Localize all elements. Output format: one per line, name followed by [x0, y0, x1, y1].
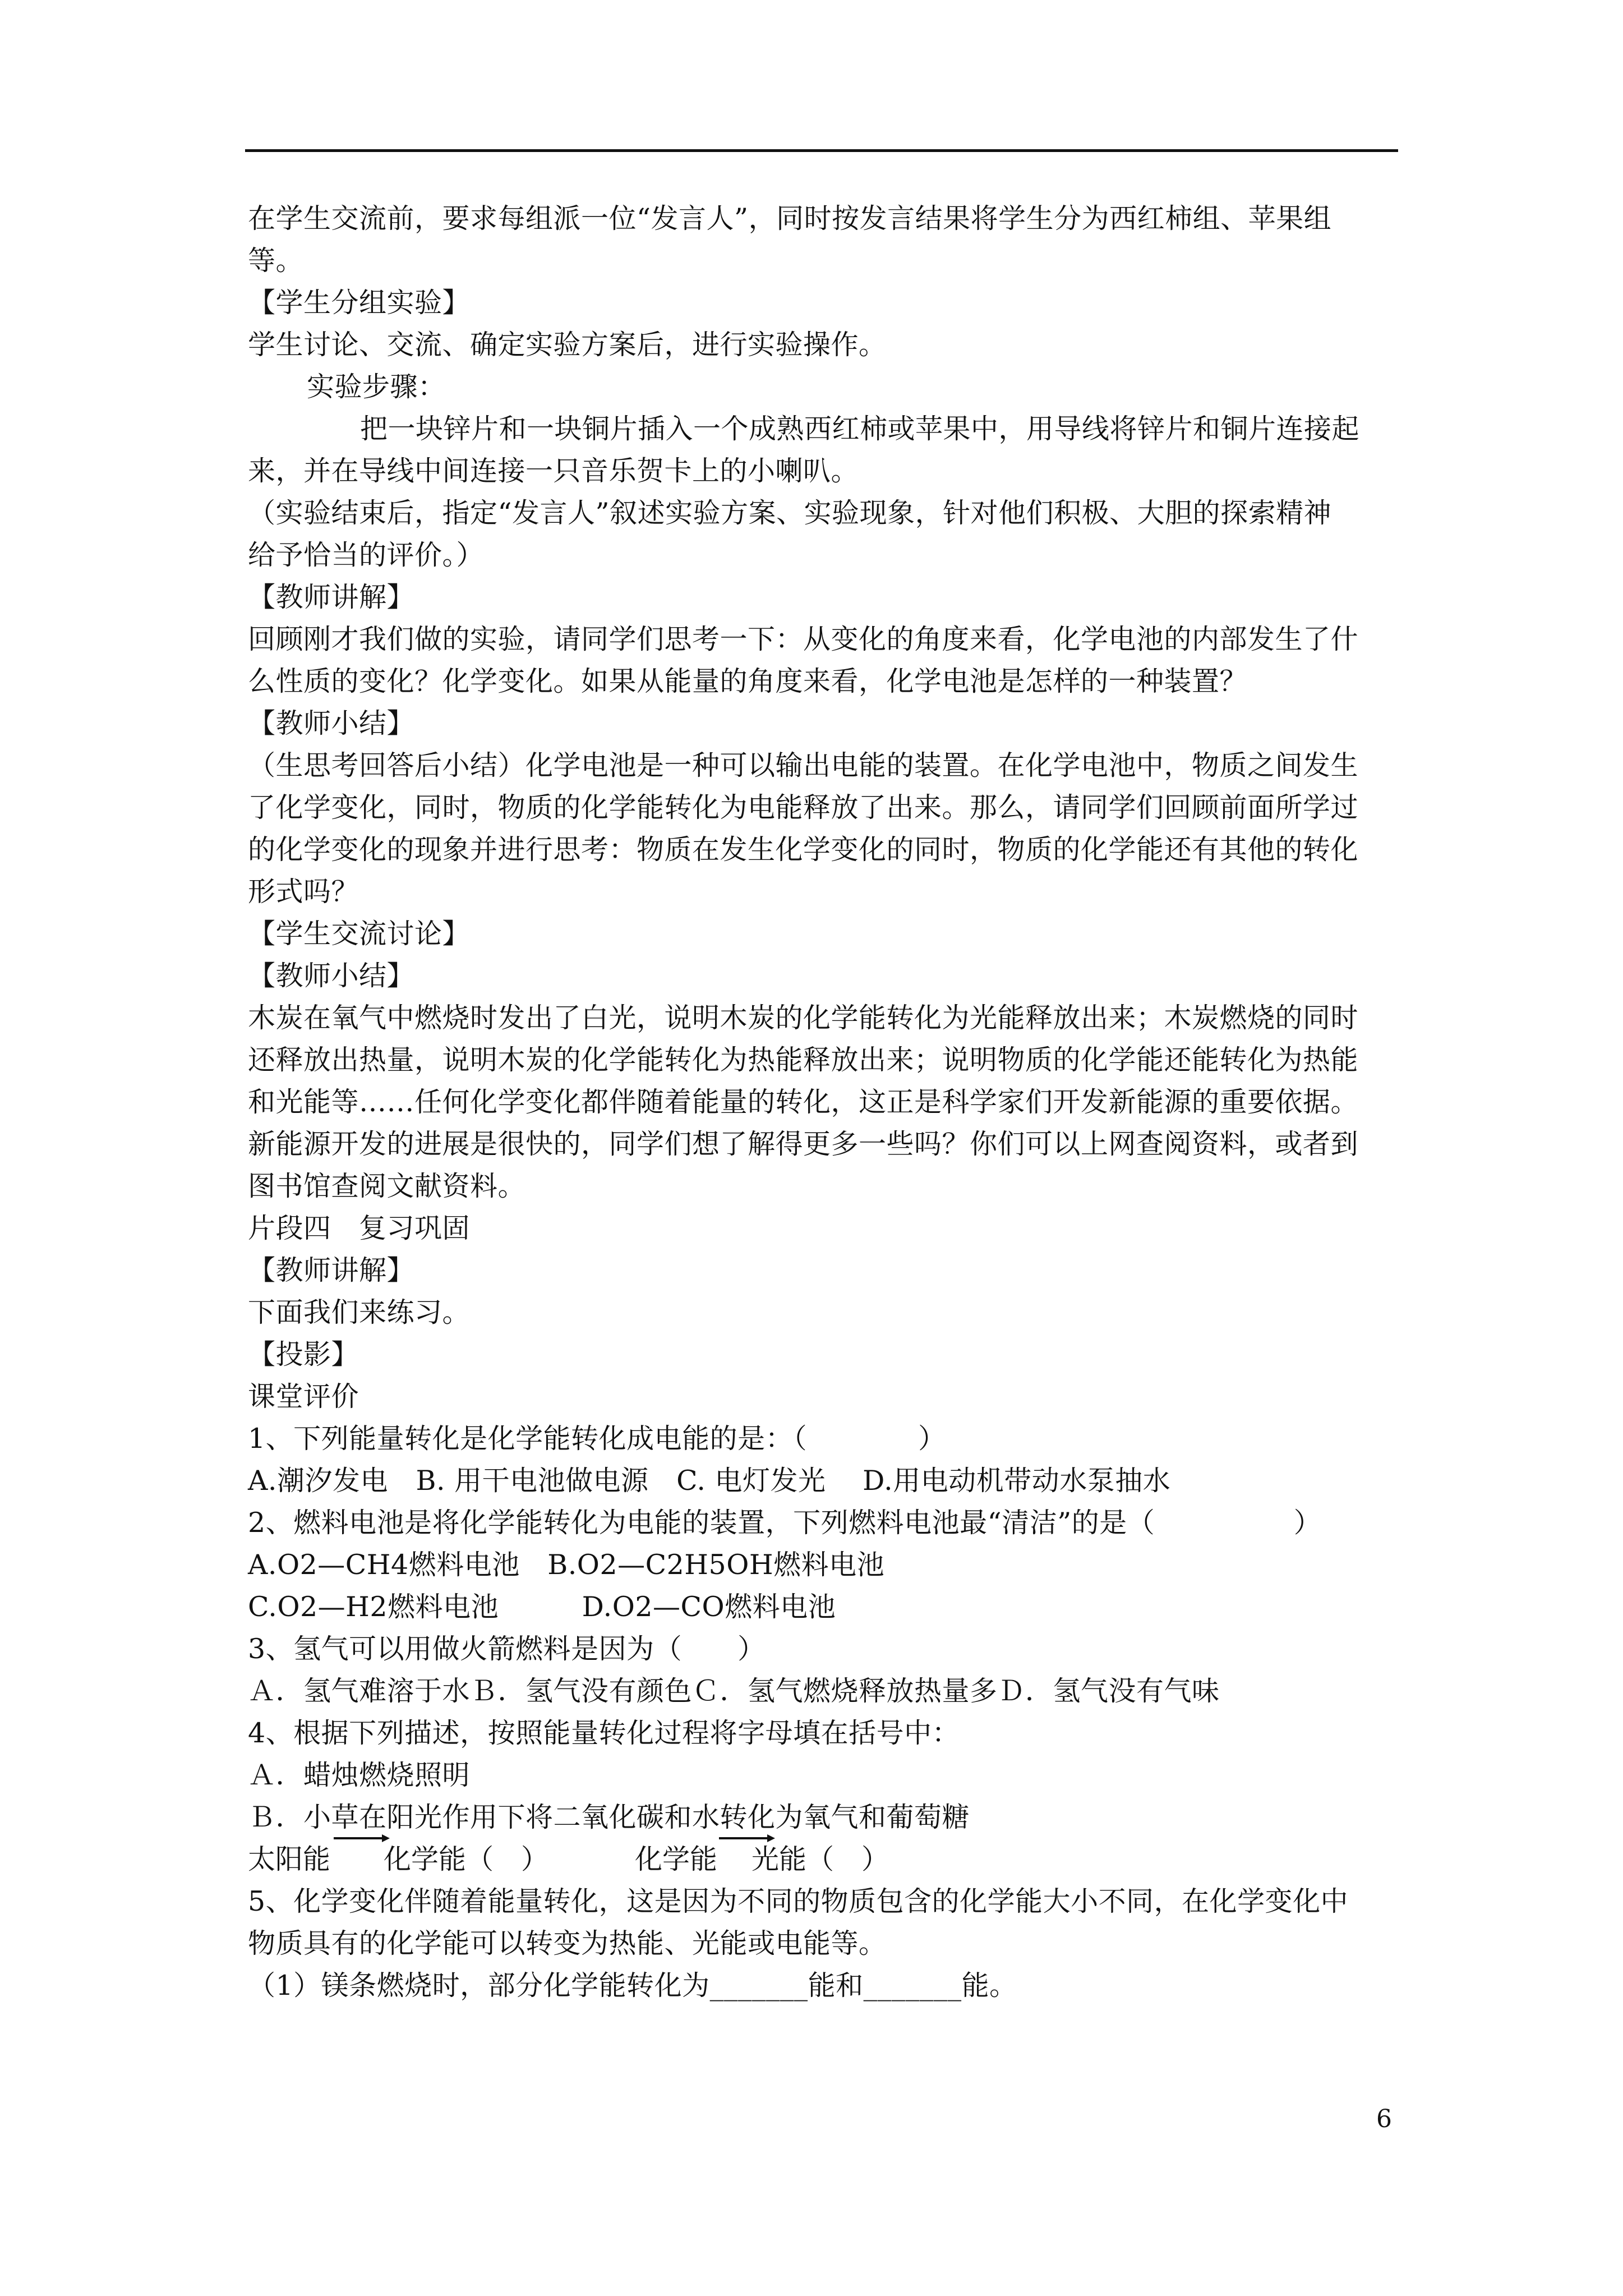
section-heading: 【学生交流讨论】 [248, 918, 471, 950]
text-line: 下面我们来练习。 [248, 1296, 471, 1328]
text-line: 来，并在导线中间连接一只音乐贺卡上的小喇叭。 [248, 455, 859, 487]
energy-chain-row [248, 1838, 1403, 1880]
energy-chain-start: 太阳能 [248, 1843, 331, 1875]
text-line: 图书馆查阅文献资料。 [248, 1170, 526, 1202]
text-line: 么性质的变化？化学变化。如果从能量的角度来看，化学电池是怎样的一种装置？ [248, 665, 1248, 697]
question-2: 2、燃料电池是将化学能转化为电能的装置，下列燃料电池最“清洁”的是（ ） [248, 1507, 1322, 1539]
text-line: 的化学变化的现象并进行思考：物质在发生化学变化的同时，物质的化学能还有其他的转化 [248, 834, 1359, 866]
question-5: 5、化学变化伴随着能量转化，这是因为不同的物质包含的化学能大小不同，在化学变化中 [248, 1885, 1349, 1917]
page-number: 6 [1376, 2105, 1392, 2133]
question-5: 物质具有的化学能可以转变为热能、光能或电能等。 [248, 1927, 887, 1959]
header-rule [245, 149, 1398, 152]
question-2-options: C.O2—H2燃料电池 D.O2—CO燃料电池 [248, 1591, 836, 1623]
text-line: 木炭在氧气中燃烧时发出了白光，说明木炭的化学能转化为光能释放出来；木炭燃烧的同时 [248, 1002, 1359, 1034]
right-arrow-icon [334, 1833, 390, 1844]
energy-chain-end: 光能（ ） [751, 1843, 889, 1875]
text-line: 和光能等……任何化学变化都伴随着能量的转化，这正是科学家们开发新能源的重要依据。 [248, 1086, 1359, 1118]
section-heading: 【投影】 [248, 1338, 359, 1370]
question-1-options: A.潮汐发电 B. 用干电池做电源 C. 电灯发光 D.用电动机带动水泵抽水 [248, 1465, 1171, 1497]
text-line: 课堂评价 [248, 1381, 359, 1412]
text-line: （生思考回答后小结）化学电池是一种可以输出电能的装置。在化学电池中，物质之间发生 [248, 749, 1359, 781]
document-body [248, 197, 1403, 2007]
text-line: 形式吗？ [248, 876, 359, 908]
question-4-item-a: Ａ．蜡烛燃烧照明 [248, 1759, 471, 1791]
text-line: 学生讨论、交流、确定实验方案后，进行实验操作。 [248, 329, 887, 361]
question-3-options: Ａ．氢气难溶于水Ｂ．氢气没有颜色Ｃ．氢气燃烧释放热量多Ｄ．氢气没有气味 [248, 1675, 1220, 1707]
question-3: 3、氢气可以用做火箭燃料是因为（ ） [248, 1633, 766, 1665]
question-5-part-1: （1）镁条燃烧时，部分化学能转化为_______能和_______能。 [248, 1970, 1017, 2001]
text-line: 把一块锌片和一块铜片插入一个成熟西红柿或苹果中，用导线将锌片和铜片连接起 [360, 413, 1360, 445]
question-4-item-b: Ｂ．小草在阳光作用下将二氧化碳和水转化为氧气和葡萄糖 [248, 1801, 970, 1833]
question-1: 1、下列能量转化是化学能转化成电能的是：（ ） [248, 1423, 946, 1455]
section-heading: 片段四 复习巩固 [248, 1212, 471, 1244]
energy-chain-second-start: 化学能 [635, 1843, 718, 1875]
section-heading: 【教师讲解】 [248, 1254, 415, 1286]
question-4: 4、根据下列描述，按照能量转化过程将字母填在括号中： [248, 1717, 960, 1749]
section-heading: 【教师小结】 [248, 960, 415, 992]
text-line: 等。 [248, 245, 304, 277]
section-heading: 【教师小结】 [248, 707, 415, 739]
text-line: 在学生交流前，要求每组派一位“发言人”，同时按发言结果将学生分为西红柿组、苹果组 [248, 203, 1332, 234]
text-line: 回顾刚才我们做的实验，请同学们思考一下：从变化的角度来看，化学电池的内部发生了什 [248, 623, 1359, 655]
section-heading: 【学生分组实验】 [248, 287, 471, 319]
question-2-options: A.O2—CH4燃料电池 B.O2—C2H5OH燃料电池 [248, 1549, 885, 1581]
text-line: 还释放出热量，说明木炭的化学能转化为热能释放出来；说明物质的化学能还能转化为热能 [248, 1044, 1359, 1076]
text-line: 实验步骤： [307, 371, 446, 403]
energy-chain-middle: 化学能（ ） [384, 1843, 549, 1875]
text-line: 了化学变化，同时，物质的化学能转化为电能释放了出来。那么，请同学们回顾前面所学过 [248, 792, 1359, 823]
text-line: （实验结束后，指定“发言人”叙述实验方案、实验现象，针对他们积极、大胆的探索精神 [248, 497, 1332, 529]
text-line: 新能源开发的进展是很快的，同学们想了解得更多一些吗？你们可以上网查阅资料，或者到 [248, 1128, 1359, 1160]
text-line: 给予恰当的评价。） [248, 539, 485, 571]
section-heading: 【教师讲解】 [248, 581, 415, 613]
